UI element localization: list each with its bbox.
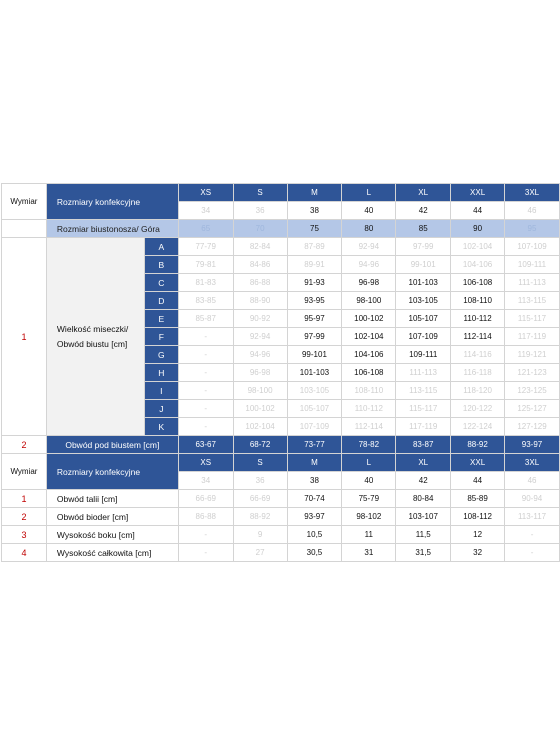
cup-bust-value: 99-101	[396, 256, 451, 274]
cup-bust-value: 77-79	[178, 238, 233, 256]
eu-size: 38	[287, 472, 342, 490]
under-bust-value: 63-67	[178, 436, 233, 454]
measurement-value: 75-79	[342, 490, 396, 508]
cup-bust-value: 89-91	[287, 256, 342, 274]
bra-size: 80	[342, 220, 396, 238]
cup-bust-value: 108-110	[451, 292, 505, 310]
cup-bust-value: 114-116	[451, 346, 505, 364]
size-xxl: XXL	[451, 184, 505, 202]
eu-size: 36	[233, 472, 287, 490]
measurement-value: 80-84	[396, 490, 451, 508]
cup-bust-value: -	[178, 400, 233, 418]
bra-size: 70	[233, 220, 287, 238]
measurement-value: 31	[342, 544, 396, 562]
bra-size-table	[1, 183, 560, 454]
eu-size: 40	[342, 202, 396, 220]
size-xs: XS	[178, 454, 233, 472]
size-3xl: 3XL	[505, 184, 560, 202]
sizes-header: Rozmiary konfekcyjne	[46, 454, 178, 490]
cup-bust-value: 108-110	[342, 382, 396, 400]
under-bust-label: Obwód pod biustem [cm]	[46, 436, 178, 454]
measurement-label: Obwód bioder [cm]	[46, 508, 178, 526]
cup-letter: D	[144, 292, 178, 310]
cup-rows	[2, 238, 560, 436]
cup-bust-value: 123-125	[505, 382, 560, 400]
eu-size: 40	[342, 472, 396, 490]
cup-bust-value: 110-112	[451, 310, 505, 328]
cup-bust-value: 107-109	[396, 328, 451, 346]
under-bust-value: 78-82	[342, 436, 396, 454]
size-s: S	[233, 184, 287, 202]
cup-bust-value: 98-100	[342, 292, 396, 310]
under-bust-value: 68-72	[233, 436, 287, 454]
eu-size: 34	[178, 472, 233, 490]
cup-bust-value: 109-111	[505, 256, 560, 274]
measurement-value: 11,5	[396, 526, 451, 544]
measurement-label: Wysokość całkowita [cm]	[46, 544, 178, 562]
measurement-value: 90-94	[505, 490, 560, 508]
body-size-table	[1, 453, 560, 562]
measurement-row	[2, 508, 560, 526]
cup-bust-value: -	[178, 418, 233, 436]
cup-bust-value: 111-113	[505, 274, 560, 292]
cup-bust-value: 84-86	[233, 256, 287, 274]
eu-size: 46	[505, 472, 560, 490]
cup-bust-value: 107-109	[505, 238, 560, 256]
cup-bust-value: 91-93	[287, 274, 342, 292]
cup-bust-value: 121-123	[505, 364, 560, 382]
body-rows	[2, 490, 560, 562]
cup-bust-value: 102-104	[233, 418, 287, 436]
measurement-label: Wysokość boku [cm]	[46, 526, 178, 544]
cup-bust-value: 99-101	[287, 346, 342, 364]
row-number: 2	[2, 436, 47, 454]
measurement-value: 31,5	[396, 544, 451, 562]
cup-bust-value: 101-103	[396, 274, 451, 292]
eu-size: 42	[396, 202, 451, 220]
eu-size: 44	[451, 202, 505, 220]
measurement-row	[2, 526, 560, 544]
cup-letter: E	[144, 310, 178, 328]
cup-bust-value: -	[178, 328, 233, 346]
size-m: M	[287, 454, 342, 472]
measurement-value: -	[178, 544, 233, 562]
measurement-value: 12	[451, 526, 505, 544]
cup-bust-value: 120-122	[451, 400, 505, 418]
cup-letter: B	[144, 256, 178, 274]
cup-bust-value: 110-112	[342, 400, 396, 418]
cup-bust-value: 105-107	[287, 400, 342, 418]
cup-bust-value: 102-104	[451, 238, 505, 256]
cup-bust-value: 95-97	[287, 310, 342, 328]
measurement-value: 85-89	[451, 490, 505, 508]
cup-bust-value: 94-96	[233, 346, 287, 364]
cup-bust-label	[46, 238, 144, 436]
measurement-value: 108-112	[451, 508, 505, 526]
measurement-value: 66-69	[178, 490, 233, 508]
cup-bust-value: 117-119	[396, 418, 451, 436]
measurement-value: 66-69	[233, 490, 287, 508]
row-number: 1	[2, 238, 47, 436]
measurement-row	[2, 544, 560, 562]
cup-bust-value: 106-108	[451, 274, 505, 292]
size-xs: XS	[178, 184, 233, 202]
cup-bust-value: -	[178, 382, 233, 400]
cup-bust-value: 94-96	[342, 256, 396, 274]
measurement-value: 10,5	[287, 526, 342, 544]
cup-bust-value: 104-106	[342, 346, 396, 364]
cup-row	[2, 238, 560, 256]
eu-size: 46	[505, 202, 560, 220]
measurement-value: 30,5	[287, 544, 342, 562]
cup-letter: K	[144, 418, 178, 436]
cup-bust-value: -	[178, 346, 233, 364]
cup-bust-value: 92-94	[342, 238, 396, 256]
measurement-value: 70-74	[287, 490, 342, 508]
cup-bust-value: 118-120	[451, 382, 505, 400]
cup-bust-value: 98-100	[233, 382, 287, 400]
cup-bust-value: 97-99	[396, 238, 451, 256]
measurement-value: -	[178, 526, 233, 544]
bra-size: 75	[287, 220, 342, 238]
size-xl: XL	[396, 184, 451, 202]
wymiar-header: Wymiar	[2, 184, 47, 220]
cup-bust-value: 82-84	[233, 238, 287, 256]
cup-bust-value: 107-109	[287, 418, 342, 436]
cup-bust-value: 81-83	[178, 274, 233, 292]
measurement-value: 93-97	[287, 508, 342, 526]
cup-letter: J	[144, 400, 178, 418]
cup-bust-value: -	[178, 364, 233, 382]
cup-bust-value: 113-115	[396, 382, 451, 400]
cup-bust-value: 90-92	[233, 310, 287, 328]
eu-size: 42	[396, 472, 451, 490]
cup-bust-value: 100-102	[233, 400, 287, 418]
under-bust-value: 88-92	[451, 436, 505, 454]
cup-bust-label-text: Wielkość miseczki/ Obwód biustu [cm]	[56, 323, 129, 349]
measurement-value: 88-92	[233, 508, 287, 526]
cup-bust-value: 102-104	[342, 328, 396, 346]
bra-size: 65	[178, 220, 233, 238]
cup-bust-value: 127-129	[505, 418, 560, 436]
cup-bust-value: 115-117	[505, 310, 560, 328]
cup-bust-value: 103-105	[396, 292, 451, 310]
cup-bust-value: 109-111	[396, 346, 451, 364]
cup-bust-value: 104-106	[451, 256, 505, 274]
measurement-row	[2, 490, 560, 508]
cup-bust-value: 122-124	[451, 418, 505, 436]
under-bust-value: 73-77	[287, 436, 342, 454]
cup-bust-value: 117-119	[505, 328, 560, 346]
cup-bust-value: 103-105	[287, 382, 342, 400]
cup-bust-value: 101-103	[287, 364, 342, 382]
cup-letter: C	[144, 274, 178, 292]
size-m: M	[287, 184, 342, 202]
cup-bust-value: 112-114	[342, 418, 396, 436]
measurement-value: -	[505, 526, 560, 544]
under-bust-value: 93-97	[505, 436, 560, 454]
eu-size: 44	[451, 472, 505, 490]
cup-bust-value: 116-118	[451, 364, 505, 382]
bra-size-label: Rozmiar biustonosza/ Góra	[46, 220, 178, 238]
measurement-value: 103-107	[396, 508, 451, 526]
bra-size: 95	[505, 220, 560, 238]
cup-letter: I	[144, 382, 178, 400]
row-number: 2	[2, 508, 47, 526]
bra-size: 90	[451, 220, 505, 238]
row-number: 4	[2, 544, 47, 562]
row-number: 1	[2, 490, 47, 508]
size-l: L	[342, 454, 396, 472]
measurement-value: 11	[342, 526, 396, 544]
cup-letter: G	[144, 346, 178, 364]
cup-bust-value: 111-113	[396, 364, 451, 382]
size-l: L	[342, 184, 396, 202]
cup-bust-value: 93-95	[287, 292, 342, 310]
measurement-value: -	[505, 544, 560, 562]
measurement-value: 113-117	[505, 508, 560, 526]
cup-bust-value: 86-88	[233, 274, 287, 292]
row-number: 3	[2, 526, 47, 544]
wymiar-header: Wymiar	[2, 454, 47, 490]
size-xxl: XXL	[451, 454, 505, 472]
eu-size: 38	[287, 202, 342, 220]
cup-bust-value: 105-107	[396, 310, 451, 328]
cup-bust-value: 83-85	[178, 292, 233, 310]
under-bust-value: 83-87	[396, 436, 451, 454]
cup-bust-value: 88-90	[233, 292, 287, 310]
cup-bust-value: 96-98	[342, 274, 396, 292]
measurement-value: 86-88	[178, 508, 233, 526]
cup-letter: F	[144, 328, 178, 346]
measurement-label: Obwód talii [cm]	[46, 490, 178, 508]
measurement-value: 27	[233, 544, 287, 562]
cup-bust-value: 119-121	[505, 346, 560, 364]
cup-bust-value: 106-108	[342, 364, 396, 382]
cup-letter: A	[144, 238, 178, 256]
cup-bust-value: 97-99	[287, 328, 342, 346]
bra-size: 85	[396, 220, 451, 238]
cup-bust-value: 92-94	[233, 328, 287, 346]
cup-bust-value: 112-114	[451, 328, 505, 346]
cup-bust-value: 87-89	[287, 238, 342, 256]
size-xl: XL	[396, 454, 451, 472]
cup-bust-value: 115-117	[396, 400, 451, 418]
measurement-value: 9	[233, 526, 287, 544]
measurement-value: 98-102	[342, 508, 396, 526]
cup-bust-value: 113-115	[505, 292, 560, 310]
sizes-header: Rozmiary konfekcyjne	[46, 184, 178, 220]
cup-letter: H	[144, 364, 178, 382]
size-s: S	[233, 454, 287, 472]
eu-size: 36	[233, 202, 287, 220]
cup-bust-value: 85-87	[178, 310, 233, 328]
cup-bust-value: 125-127	[505, 400, 560, 418]
eu-size: 34	[178, 202, 233, 220]
measurement-value: 32	[451, 544, 505, 562]
cup-bust-value: 79-81	[178, 256, 233, 274]
size-3xl: 3XL	[505, 454, 560, 472]
cup-bust-value: 96-98	[233, 364, 287, 382]
cup-bust-value: 100-102	[342, 310, 396, 328]
